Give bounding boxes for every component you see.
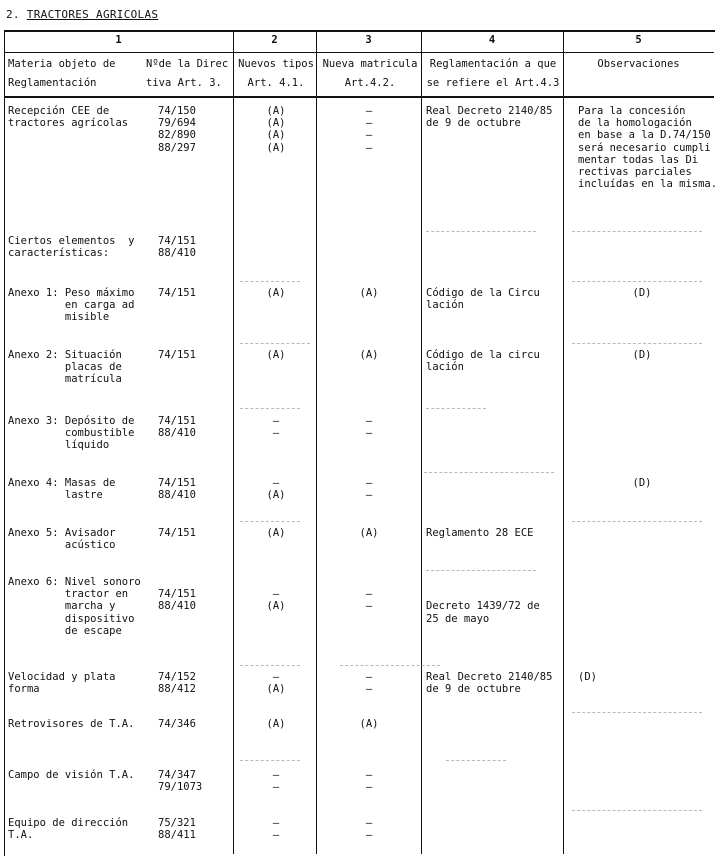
cell-nuevos-tipos: – (A) xyxy=(266,477,286,502)
cell-materia: Anexo 4: Masas de lastre xyxy=(8,477,116,502)
cell-nuevos-tipos: – – xyxy=(272,817,280,842)
column-number: 5 xyxy=(635,34,642,46)
cell-nuevos-tipos: – (A) xyxy=(266,588,286,613)
header-materia: Materia objeto de Reglamentación xyxy=(8,58,116,89)
cell-observaciones: (D) xyxy=(632,349,652,361)
cell-directiva: 74/347 79/1073 xyxy=(158,769,203,794)
cell-materia: Anexo 6: Nivel sonoro tractor en marcha y dispositivo de escape xyxy=(8,576,141,637)
row-separator xyxy=(240,521,300,522)
cell-reglamentacion: Decreto 1439/72 de 25 de mayo xyxy=(426,600,540,625)
row-separator xyxy=(240,760,300,761)
cell-directiva: 74/151 88/410 xyxy=(158,477,196,502)
cell-nuevos-tipos: (A) (A) (A) (A) xyxy=(266,105,286,154)
cell-observaciones: Para la concesión de la homologación en base a la D.74/150 será necesario cumpli mentar todas las Di rectivas parciales incluídas en la misma. xyxy=(578,105,718,191)
cell-directiva: 74/151 xyxy=(158,527,196,539)
cell-reglamentacion: Real Decreto 2140/85 de 9 de octubre xyxy=(426,105,553,130)
cell-nueva-matricula: (A) xyxy=(359,527,379,539)
row-separator xyxy=(446,760,506,761)
cell-directiva: 74/151 xyxy=(158,349,196,361)
row-separator xyxy=(572,231,702,232)
cell-nueva-matricula: – – xyxy=(365,477,373,502)
cell-nueva-matricula: – – xyxy=(365,671,373,696)
header-bottom-rule xyxy=(4,96,714,98)
section-heading xyxy=(6,8,158,21)
cell-directiva: 74/152 88/412 xyxy=(158,671,196,696)
cell-observaciones: (D) xyxy=(632,287,652,299)
row-separator xyxy=(572,281,702,282)
cell-materia: Recepción CEE de tractores agrícolas xyxy=(8,105,129,130)
section-number: 2. xyxy=(6,8,20,21)
row-separator xyxy=(240,408,300,409)
column-divider xyxy=(563,30,564,854)
cell-nueva-matricula: – – xyxy=(365,769,373,794)
header-directiva: Nºde la Direc tiva Art. 3. xyxy=(146,58,229,89)
column-number: 4 xyxy=(488,34,496,46)
row-separator xyxy=(424,472,554,473)
cell-nueva-matricula: (A) xyxy=(359,349,379,361)
column-divider xyxy=(316,30,317,854)
cell-materia: Anexo 2: Situación placas de matrícula xyxy=(8,349,122,386)
cell-reglamentacion: Reglamento 28 ECE xyxy=(426,527,534,539)
cell-nuevos-tipos: – – xyxy=(272,415,280,440)
column-number: 1 xyxy=(115,34,122,46)
cell-observaciones: (D) xyxy=(632,477,652,489)
cell-nueva-matricula: – – – – xyxy=(365,105,373,154)
row-separator xyxy=(340,665,440,666)
cell-reglamentacion: Código de la Circu lación xyxy=(426,287,540,312)
cell-directiva: 74/150 79/694 82/890 88/297 xyxy=(158,105,196,154)
cell-nuevos-tipos: (A) xyxy=(266,718,286,730)
row-separator xyxy=(426,408,486,409)
row-separator xyxy=(240,343,310,344)
cell-nuevos-tipos: (A) xyxy=(266,527,286,539)
header-observaciones: Observaciones xyxy=(597,58,680,70)
column-number: 3 xyxy=(365,34,372,46)
cell-nueva-matricula: – – xyxy=(365,588,373,613)
cell-nuevos-tipos: (A) xyxy=(266,287,286,299)
row-separator xyxy=(240,281,300,282)
row-separator xyxy=(572,810,702,811)
column-divider xyxy=(421,30,422,854)
cell-directiva: 74/151 88/410 xyxy=(158,588,196,613)
section-title: TRACTORES AGRICOLAS xyxy=(26,8,159,21)
cell-materia: Campo de visión T.A. xyxy=(8,769,135,781)
cell-nuevos-tipos: (A) xyxy=(266,349,286,361)
cell-nueva-matricula: – – xyxy=(365,817,373,842)
cell-materia: Anexo 1: Peso máximo en carga ad misible xyxy=(8,287,135,324)
column-divider xyxy=(233,30,234,854)
cell-materia: Anexo 3: Depósito de combustible líquido xyxy=(8,415,135,452)
row-separator xyxy=(426,231,536,232)
row-separator xyxy=(572,712,702,713)
header-rule xyxy=(4,52,714,53)
header-reglamentacion: Reglamentación a que se refiere el Art.4.3 xyxy=(426,58,560,89)
cell-materia: Ciertos elementos y características: xyxy=(8,235,135,260)
row-separator xyxy=(240,665,300,666)
cell-directiva: 74/151 88/410 xyxy=(158,235,196,260)
cell-directiva: 74/151 xyxy=(158,287,196,299)
cell-materia: Equipo de dirección T.A. xyxy=(8,817,129,842)
cell-materia: Anexo 5: Avisador acústico xyxy=(8,527,116,552)
cell-nueva-matricula: (A) xyxy=(359,718,379,730)
row-separator xyxy=(426,570,536,571)
cell-reglamentacion: Real Decreto 2140/85 de 9 de octubre xyxy=(426,671,553,696)
header-nueva-matricula: Nueva matricula Art.4.2. xyxy=(322,58,418,89)
column-number: 2 xyxy=(271,34,278,46)
cell-nueva-matricula: – – xyxy=(365,415,373,440)
cell-directiva: 74/151 88/410 xyxy=(158,415,196,440)
cell-directiva: 74/346 xyxy=(158,718,196,730)
cell-directiva: 75/321 88/411 xyxy=(158,817,196,842)
cell-reglamentacion: Código de la circu lación xyxy=(426,349,540,374)
cell-observaciones: (D) xyxy=(578,671,597,683)
cell-materia: Velocidad y plata forma xyxy=(8,671,116,696)
row-separator xyxy=(572,343,702,344)
row-separator xyxy=(572,521,702,522)
cell-materia: Retrovisores de T.A. xyxy=(8,718,135,730)
cell-nuevos-tipos: – (A) xyxy=(266,671,286,696)
header-nuevos-tipos: Nuevos tipos Art. 4.1. xyxy=(238,58,314,89)
cell-nuevos-tipos: – – xyxy=(272,769,280,794)
cell-nueva-matricula: (A) xyxy=(359,287,379,299)
